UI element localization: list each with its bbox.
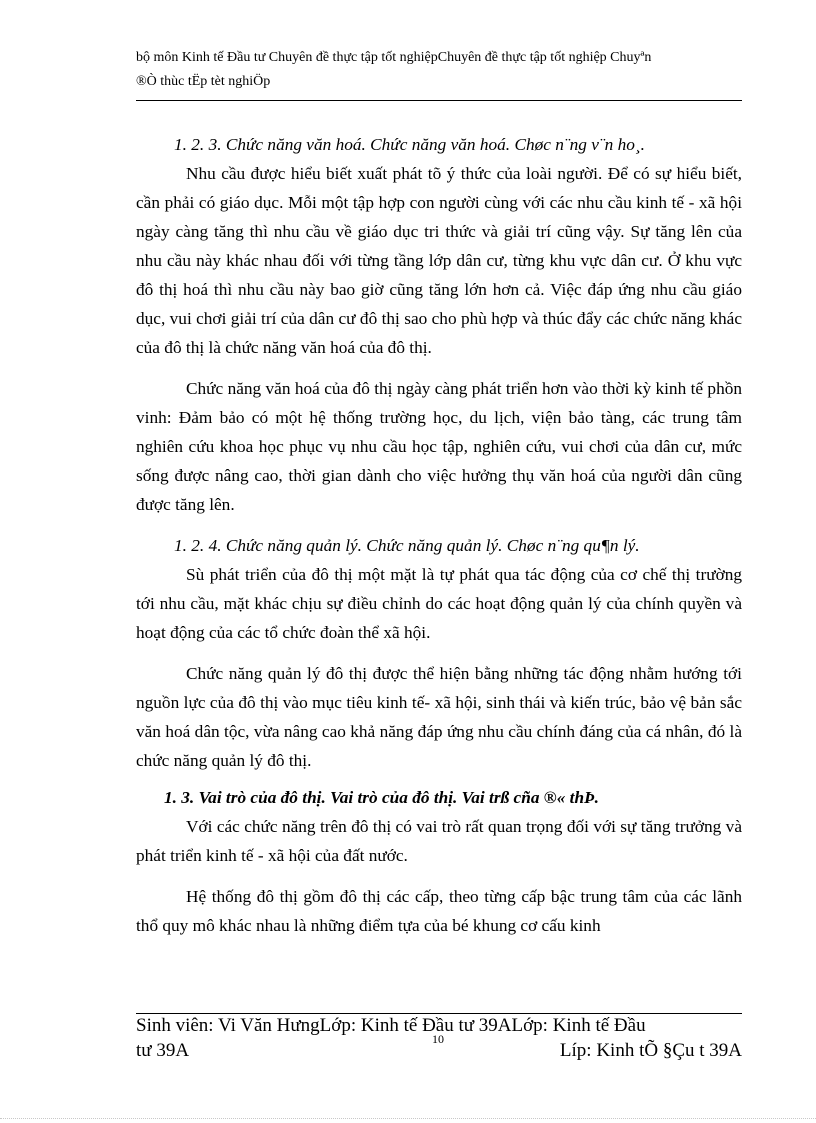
page-header [136, 46, 742, 94]
paragraph: Chức năng văn hoá của đô thị ngày càng phát triển hơn vào thời kỳ kinh tế phồn vinh: Đảm bảo có một hệ thống trường học, du lịch, viện bảo tàng, các trung tâm nghiên cứu khoa học phục vụ nhu cầu học tập, nghiên cứu, vui chơi của dân cư, mức sống được nâng cao, thời gian dành cho việc hưởng thụ văn hoá của người dân cũng được tăng lên. [136, 379, 742, 514]
paragraph: Hệ thống đô thị gồm đô thị các cấp, theo từng cấp bậc trung tâm của các lãnh thổ quy mô khác nhau là những điểm tựa của bé khung cơ cấu kinh [136, 887, 742, 935]
footer-line-2-left: tư 39A [136, 1040, 190, 1061]
page-footer [136, 1013, 742, 1063]
paragraph: Sù phát triển của đô thị một mặt là tự phát qua tác động của cơ chế thị trường tới nhu cầu, mặt khác chịu sự điều chỉnh do các hoạt động quản lý của chính quyền và hoạt động của các tổ chức đoàn thể xã hội. [136, 565, 742, 642]
header-line-1: bộ môn Kinh tế Đầu tư Chuyên đề thực tập tốt nghiệpChuyên đề thực tập tốt nghiệp Chuyªn [136, 50, 652, 65]
footer-line-1: Sinh viên: Vi Văn HưngLớp: Kinh tế Đầu tư 39ALớp: Kinh tế Đầu [136, 1015, 646, 1036]
paragraph: Chức năng quản lý đô thị được thể hiện bằng những tác động nhằm hướng tới nguồn lực của đô thị vào mục tiêu kinh tế- xã hội, sinh thái và kiến trúc, bảo vệ bản sắc văn hoá dân tộc, vừa nâng cao khả năng đáp ứng nhu cầu chính đáng của cá nhân, đó là chức năng quản lý đô thị. [136, 664, 742, 770]
paragraph: Nhu cầu được hiểu biết xuất phát tõ ý thức của loài người. Để có sự hiểu biết, cần phải có giáo dục. Mỗi một tập hợp con người cùng với các nhu cầu kinh tế - xã hội ngày càng tăng thì nhu cầu về giáo dục tri thức và giải trí cũng vậy. Sự tăng lên của nhu cầu này khác nhau đối với từng tầng lớp dân cư, từng khu vực dân cư. Ở khu vực đô thị hoá thì nhu cầu này bao giờ cũng tăng lớn hơn cả. Việc đáp ứng nhu cầu giáo dục, vui chơi giải trí của dân cư đô thị sao cho phù hợp và thúc đẩy các chức năng khác của đô thị là chức năng văn hoá của đô thị. [136, 164, 742, 357]
header-line-2: ®Ò thùc tËp tèt nghiÖp [136, 74, 271, 89]
section-heading-1-2-3: 1. 2. 3. Chức năng văn hoá. Chức năng văn hoá. Chøc n¨ng v¨n ho¸. [174, 135, 645, 154]
page-number: 10 [432, 1032, 444, 1046]
page-bottom-dotted-line [0, 1118, 816, 1119]
section-heading-1-2-4: 1. 2. 4. Chức năng quản lý. Chức năng quản lý. Chøc n¨ng qu¶n lý. [174, 536, 640, 555]
footer-line-2-right: Líp: Kinh tÕ §Çu t 39A [559, 1040, 742, 1061]
section-heading-1-3: 1. 3. Vai trò của đô thị. Vai trò của đô thị. Vai trß cña ®« thÞ. [164, 788, 599, 807]
paragraph: Với các chức năng trên đô thị có vai trò rất quan trọng đối với sự tăng trưởng và phát triển kinh tế - xã hội của đất nước. [136, 817, 742, 865]
page-body [136, 130, 742, 940]
header-divider [136, 100, 742, 101]
